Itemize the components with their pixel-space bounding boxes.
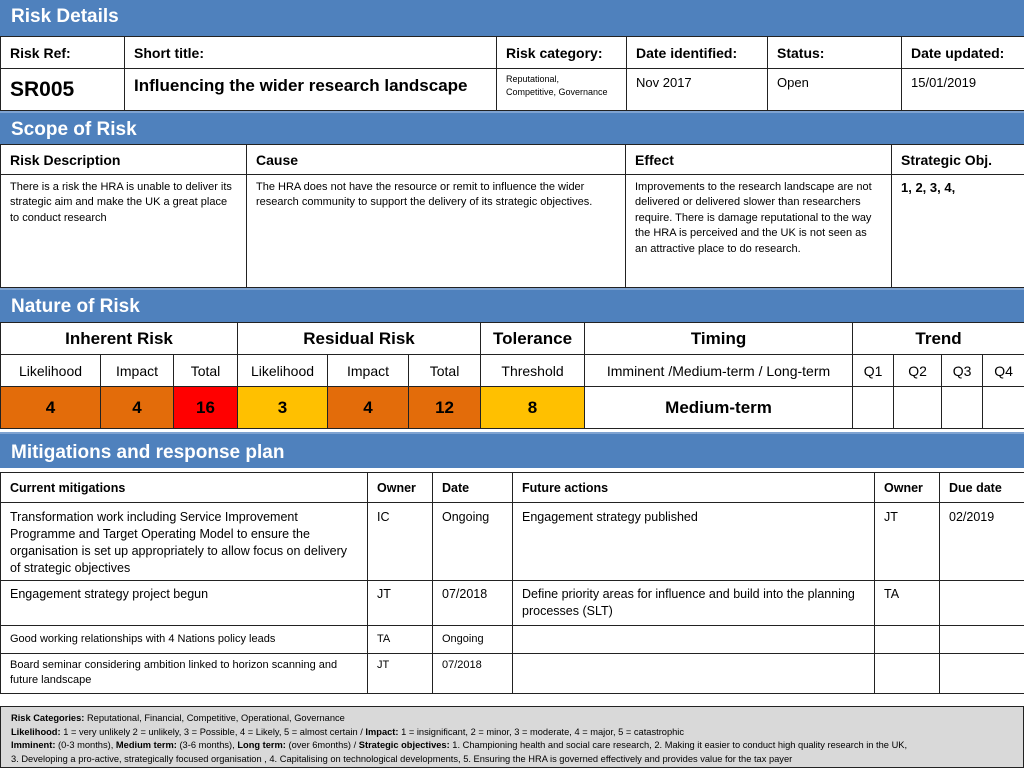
table-row (1, 503, 1024, 581)
sub-inherent-impact: Impact (101, 355, 174, 387)
legend-categories-label: Risk Categories: (11, 713, 85, 723)
header-effect: Effect (626, 145, 892, 175)
status-value: Open (768, 69, 902, 111)
header-owner: Owner (368, 473, 433, 503)
future-owner: JT (875, 503, 940, 581)
sub-residual-impact: Impact (328, 355, 409, 387)
future-owner (875, 626, 940, 654)
scope-table (0, 144, 1024, 288)
strategic-obj-value: 1, 2, 3, 4, (892, 175, 1024, 288)
header-date: Date (433, 473, 513, 503)
header-inherent-risk: Inherent Risk (1, 323, 238, 355)
mitigation-date: 07/2018 (433, 654, 513, 694)
sub-q2: Q2 (894, 355, 942, 387)
legend-categories: Reputational, Financial, Competitive, Operational, Governance (86, 713, 345, 723)
risk-ref-value: SR005 (1, 69, 125, 111)
mitigation-date: 07/2018 (433, 581, 513, 626)
due-date: 02/2019 (940, 503, 1024, 581)
section-risk-details: Risk Details (0, 0, 1024, 36)
mitigation-owner: JT (368, 654, 433, 694)
header-date-updated: Date updated: (902, 37, 1024, 69)
table-row (1, 626, 1024, 654)
future-owner (875, 654, 940, 694)
legend-objectives-cont: 3. Developing a pro-active, strategically focused organisation , 4. Capitalising on technological developments, 5. Ensuring the HRA is governed effectively and provides value for the tax payer (11, 753, 793, 764)
header-risk-description: Risk Description (1, 145, 247, 175)
legend-footer (0, 706, 1024, 768)
mitigation-owner: TA (368, 626, 433, 654)
legend-long: (over 6months) / (288, 740, 357, 751)
trend-q1-value (853, 387, 894, 429)
effect-value: Improvements to the research landscape are not delivered or delivered slower than researchers require. There is damage reputational to the way the HRA is perceived and the UK is not seen as an attractive place to do research. (626, 175, 892, 288)
header-current-mitigations: Current mitigations (1, 473, 368, 503)
header-residual-risk: Residual Risk (238, 323, 481, 355)
future-action: Define priority areas for influence and build into the planning processes (SLT) (513, 581, 875, 626)
legend-line-scales (11, 726, 1013, 740)
sub-q4: Q4 (983, 355, 1024, 387)
header-strategic-obj: Strategic Obj. (892, 145, 1024, 175)
future-owner: TA (875, 581, 940, 626)
mitigation-date: Ongoing (433, 503, 513, 581)
legend-imminent-label: Imminent: (11, 740, 56, 751)
due-date (940, 654, 1024, 694)
header-risk-ref: Risk Ref: (1, 37, 125, 69)
legend-imminent: (0-3 months), (58, 740, 114, 751)
future-action (513, 654, 875, 694)
risk-description-value: There is a risk the HRA is unable to deliver its strategic aim and make the UK a great place to conduct research (1, 175, 247, 288)
header-due-date: Due date (940, 473, 1024, 503)
header-short-title: Short title: (125, 37, 497, 69)
inherent-impact-value: 4 (101, 387, 174, 429)
trend-q4-value (983, 387, 1024, 429)
header-date-identified: Date identified: (627, 37, 768, 69)
sub-inherent-likelihood: Likelihood (1, 355, 101, 387)
section-nature: Nature of Risk (0, 288, 1024, 322)
header-trend: Trend (853, 323, 1024, 355)
sub-residual-total: Total (409, 355, 481, 387)
section-scope: Scope of Risk (0, 111, 1024, 144)
sub-timing: Imminent /Medium-term / Long-term (585, 355, 853, 387)
legend-line-timing (11, 739, 1013, 753)
trend-q3-value (942, 387, 983, 429)
legend-line-categories (11, 712, 1013, 726)
short-title-value: Influencing the wider research landscape (125, 69, 497, 111)
residual-total-value: 12 (409, 387, 481, 429)
risk-category-value (497, 69, 627, 111)
legend-objectives-label: Strategic objectives: (358, 740, 450, 751)
inherent-total-value: 16 (174, 387, 238, 429)
threshold-value: 8 (481, 387, 585, 429)
future-action (513, 626, 875, 654)
legend-impact: 1 = insignificant, 2 = minor, 3 = moderate, 4 = major, 5 = catastrophic (401, 726, 685, 737)
due-date (940, 626, 1024, 654)
residual-impact-value: 4 (328, 387, 409, 429)
legend-likelihood: 1 = very unlikely 2 = unlikely, 3 = Possible, 4 = Likely, 5 = almost certain / (63, 726, 363, 737)
date-updated-value: 15/01/2019 (902, 69, 1024, 111)
header-tolerance: Tolerance (481, 323, 585, 355)
sub-threshold: Threshold (481, 355, 585, 387)
current-mitigation: Good working relationships with 4 Nations policy leads (1, 626, 368, 654)
current-mitigation: Engagement strategy project begun (1, 581, 368, 626)
cause-value: The HRA does not have the resource or remit to influence the wider research community to support the delivery of its strategic objectives. (247, 175, 626, 288)
timing-value: Medium-term (585, 387, 853, 429)
current-mitigation: Board seminar considering ambition linked to horizon scanning and future landscape (1, 654, 368, 694)
risk-category-line-1: Reputational, (506, 74, 560, 84)
risk-details-table (0, 36, 1024, 111)
legend-medium: (3-6 months), (179, 740, 235, 751)
legend-objectives: 1. Championing health and social care research, 2. Making it easier to conduct high quality research in the UK, (452, 740, 908, 751)
legend-line-objectives-cont (11, 753, 1013, 767)
legend-impact-label: Impact: (365, 726, 399, 737)
due-date (940, 581, 1024, 626)
header-risk-category: Risk category: (497, 37, 627, 69)
nature-table (0, 322, 1024, 429)
current-mitigation: Transformation work including Service Improvement Programme and Target Operating Model to ensure the organisation is set up appropriately to allow focus on delivery of strategic objectives (1, 503, 368, 581)
header-future-actions: Future actions (513, 473, 875, 503)
sub-q3: Q3 (942, 355, 983, 387)
future-action: Engagement strategy published (513, 503, 875, 581)
header-future-owner: Owner (875, 473, 940, 503)
trend-q2-value (894, 387, 942, 429)
legend-long-label: Long term: (237, 740, 286, 751)
header-status: Status: (768, 37, 902, 69)
sub-inherent-total: Total (174, 355, 238, 387)
table-row (1, 654, 1024, 694)
mitigation-owner: IC (368, 503, 433, 581)
sub-residual-likelihood: Likelihood (238, 355, 328, 387)
legend-likelihood-label: Likelihood: (11, 726, 61, 737)
inherent-likelihood-value: 4 (1, 387, 101, 429)
residual-likelihood-value: 3 (238, 387, 328, 429)
date-identified-value: Nov 2017 (627, 69, 768, 111)
table-row (1, 581, 1024, 626)
header-timing: Timing (585, 323, 853, 355)
risk-category-line-2: Competitive, Governance (506, 87, 608, 97)
mitigation-date: Ongoing (433, 626, 513, 654)
header-cause: Cause (247, 145, 626, 175)
section-mitigations: Mitigations and response plan (0, 432, 1024, 468)
sub-q1: Q1 (853, 355, 894, 387)
legend-medium-label: Medium term: (115, 740, 177, 751)
mitigation-owner: JT (368, 581, 433, 626)
mitigations-table (0, 472, 1024, 694)
